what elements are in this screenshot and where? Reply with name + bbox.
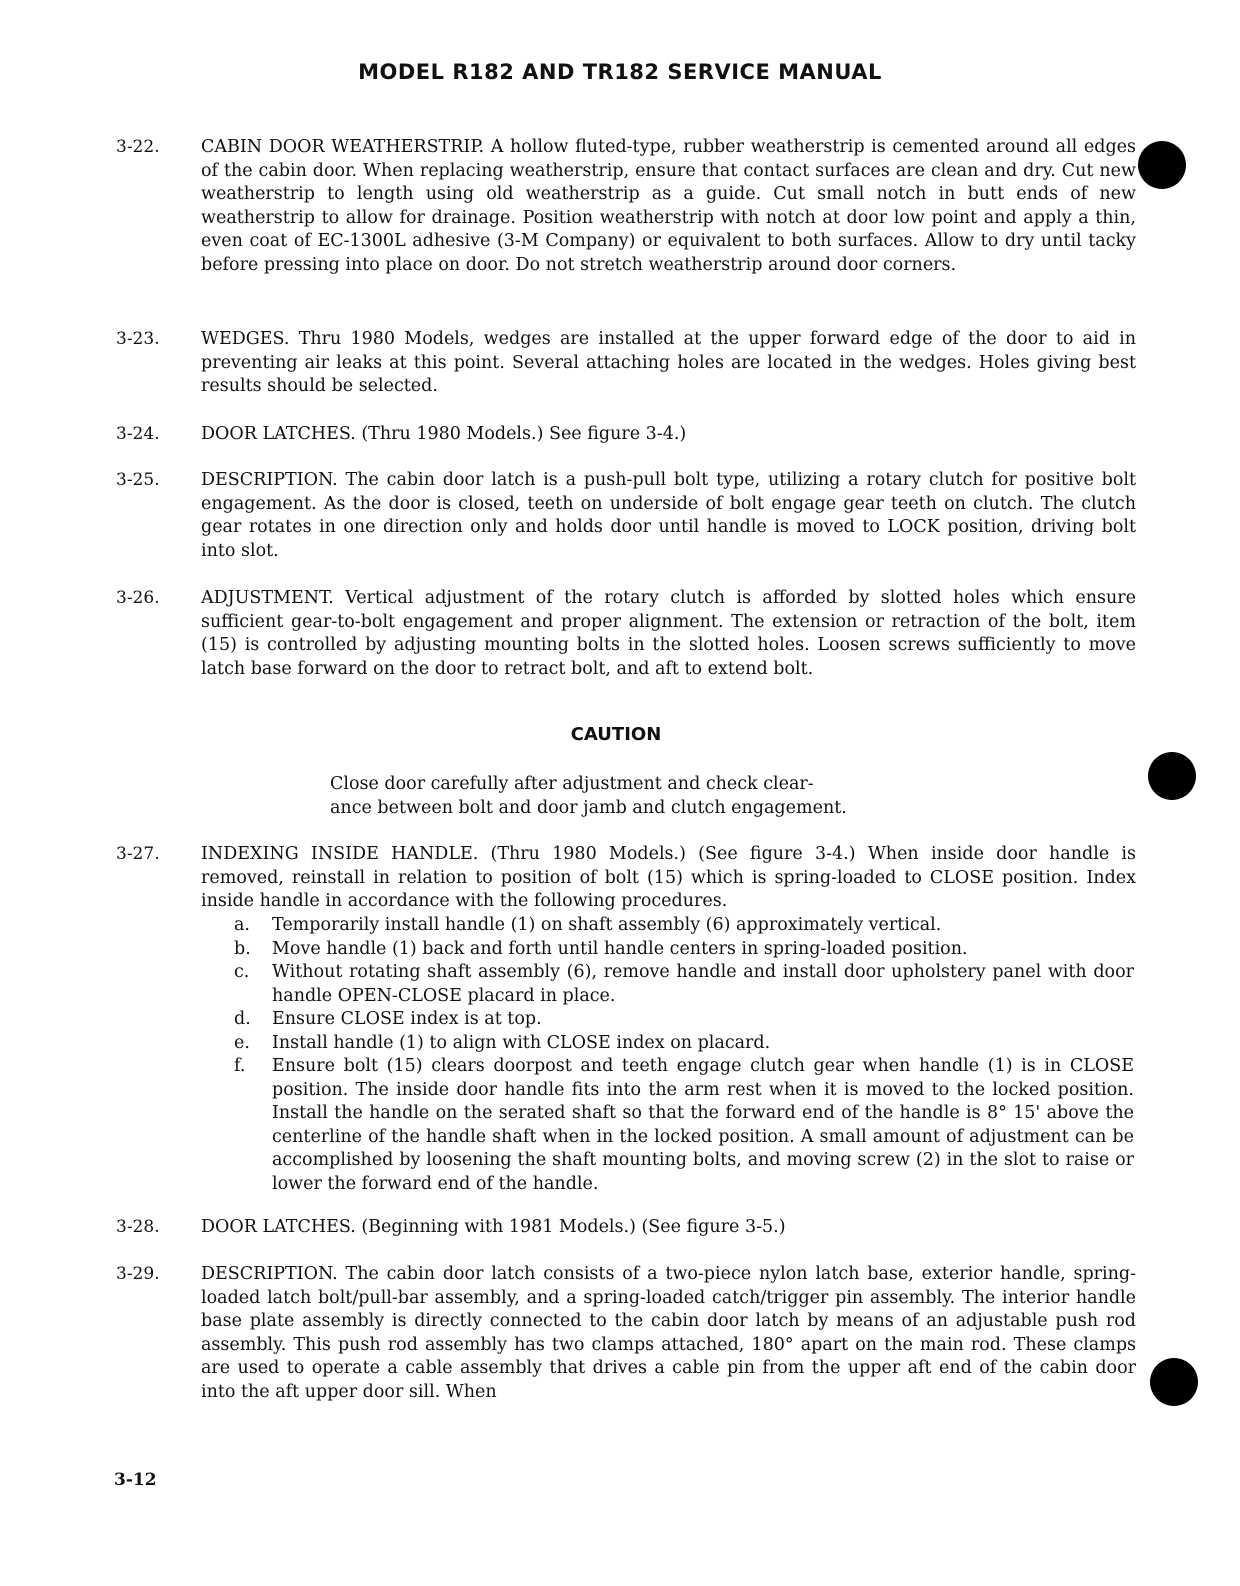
- caution-text: [330, 772, 920, 820]
- step-a: [234, 914, 1134, 938]
- paragraph-3-28: [116, 1216, 1136, 1240]
- paragraph-number: 3-27.: [116, 844, 160, 864]
- paragraph-number: 3-25.: [116, 470, 160, 490]
- paragraph-text: WEDGES. Thru 1980 Models, wedges are installed at the upper forward edge of the door to aid in preventing air leaks at this point. Several attaching holes are located in the wedges. Holes giving best results should be selected.: [201, 329, 1136, 396]
- step-letter: b.: [234, 938, 251, 959]
- procedure-steps: [234, 914, 1134, 1196]
- paragraph-text: CABIN DOOR WEATHERSTRIP. A hollow fluted-type, rubber weatherstrip is cemented around all edges of the cabin door. When replacing weatherstrip, ensure that contact surfaces are clean and dry. Cut new weatherstrip to length using old weatherstrip as a guide. Cut small notch in butt ends of new weatherstrip to allow for drainage. Position weatherstrip with notch at door low point and apply a thin, even coat of EC-1300L adhesive (3-M Company) or equivalent to both surfaces. Allow to dry until tacky before pressing into place on door. Do not stretch weatherstrip around door corners.: [201, 137, 1136, 275]
- paragraph-text: DESCRIPTION. The cabin door latch is a push-pull bolt type, utilizing a rotary clutch for positive bolt engagement. As the door is closed, teeth on underside of bolt engage gear teeth on clutch. The clutch gear rotates in one direction only and holds door until handle is moved to LOCK position, driving bolt into slot.: [201, 470, 1136, 561]
- paragraph-text: DOOR LATCHES. (Thru 1980 Models.) See figure 3-4.): [201, 424, 687, 444]
- paragraph-number: 3-24.: [116, 424, 160, 444]
- caution-line-1: Close door carefully after adjustment and check clear-: [330, 774, 814, 794]
- step-e: [234, 1032, 1134, 1056]
- paragraph-3-22: [116, 136, 1136, 277]
- step-letter: d.: [234, 1009, 251, 1029]
- step-letter: f.: [234, 1056, 246, 1076]
- step-f: [234, 1055, 1134, 1196]
- page-title: MODEL R182 AND TR182 SERVICE MANUAL: [358, 60, 882, 84]
- paragraph-text: DOOR LATCHES. (Beginning with 1981 Models.) (See figure 3-5.): [201, 1217, 786, 1237]
- step-text: Temporarily install handle (1) on shaft assembly (6) approximately vertical.: [272, 915, 942, 935]
- paragraph-3-26: [116, 587, 1136, 681]
- paragraph-3-23: [116, 328, 1136, 399]
- step-d: [234, 1008, 1134, 1032]
- step-letter: e.: [234, 1032, 250, 1053]
- paragraph-text: INDEXING INSIDE HANDLE. (Thru 1980 Models.) (See figure 3-4.) When inside door handle is removed, reinstall in relation to position of bolt (15) which is spring-loaded to CLOSE position. Index inside handle in accordance with the following procedures.: [201, 844, 1136, 911]
- step-text: Move handle (1) back and forth until handle centers in spring-loaded position.: [272, 938, 968, 959]
- step-letter: a.: [234, 915, 250, 935]
- step-text: Ensure bolt (15) clears doorpost and teeth engage clutch gear when handle (1) is in CLOSE position. The inside door handle fits into the arm rest when it is moved to the locked position. Install the handle on the serated shaft so that the forward end of the handle is 8° 15' above the centerline of the handle shaft when in the locked position. A small amount of adjustment can be accomplished by loosening the shaft mounting bolts, and moving screw (2) in the slot to raise or lower the forward end of the handle.: [272, 1056, 1134, 1194]
- paragraph-number: 3-29.: [116, 1264, 160, 1284]
- paragraph-number: 3-22.: [116, 137, 160, 157]
- paragraph-number: 3-23.: [116, 329, 160, 349]
- step-letter: c.: [234, 962, 250, 982]
- step-text: Without rotating shaft assembly (6), remove handle and install door upholstery panel with door handle OPEN-CLOSE placard in place.: [272, 962, 1134, 1006]
- revision-dot-marker: [1148, 752, 1196, 800]
- paragraph-number: 3-26.: [116, 588, 160, 608]
- caution-line-2: ance between bolt and door jamb and clutch engagement.: [330, 798, 847, 818]
- step-c: [234, 961, 1134, 1008]
- paragraph-3-29: [116, 1263, 1136, 1404]
- paragraph-3-25: [116, 469, 1136, 563]
- paragraph-text: ADJUSTMENT. Vertical adjustment of the rotary clutch is afforded by slotted holes which ensure sufficient gear-to-bolt engagement and proper alignment. The extension or retraction of the bolt, item (15) is controlled by adjusting mounting bolts in the slotted holes. Loosen screws sufficiently to move latch base forward on the door to retract bolt, and aft to extend bolt.: [201, 588, 1136, 679]
- step-b: [234, 938, 1134, 962]
- paragraph-3-24: [116, 423, 1136, 447]
- revision-dot-marker: [1150, 1358, 1198, 1406]
- paragraph-3-27: [116, 843, 1136, 914]
- caution-heading: CAUTION: [570, 724, 662, 745]
- paragraph-text: DESCRIPTION. The cabin door latch consists of a two-piece nylon latch base, exterior handle, spring-loaded latch bolt/pull-bar assembly, and a spring-loaded catch/trigger pin assembly. The interior handle base plate assembly is directly connected to the cabin door latch by means of an adjustable push rod assembly. This push rod assembly has two clamps attached, 180° apart on the main rod. These clamps are used to operate a cable assembly that drives a cable pin from the upper aft end of the cabin door into the aft upper door sill. When: [201, 1264, 1136, 1402]
- step-text: Install handle (1) to align with CLOSE index on placard.: [272, 1032, 771, 1053]
- step-text: Ensure CLOSE index is at top.: [272, 1009, 542, 1029]
- paragraph-number: 3-28.: [116, 1217, 160, 1237]
- page-number: 3-12: [114, 1470, 157, 1490]
- revision-dot-marker: [1138, 141, 1186, 189]
